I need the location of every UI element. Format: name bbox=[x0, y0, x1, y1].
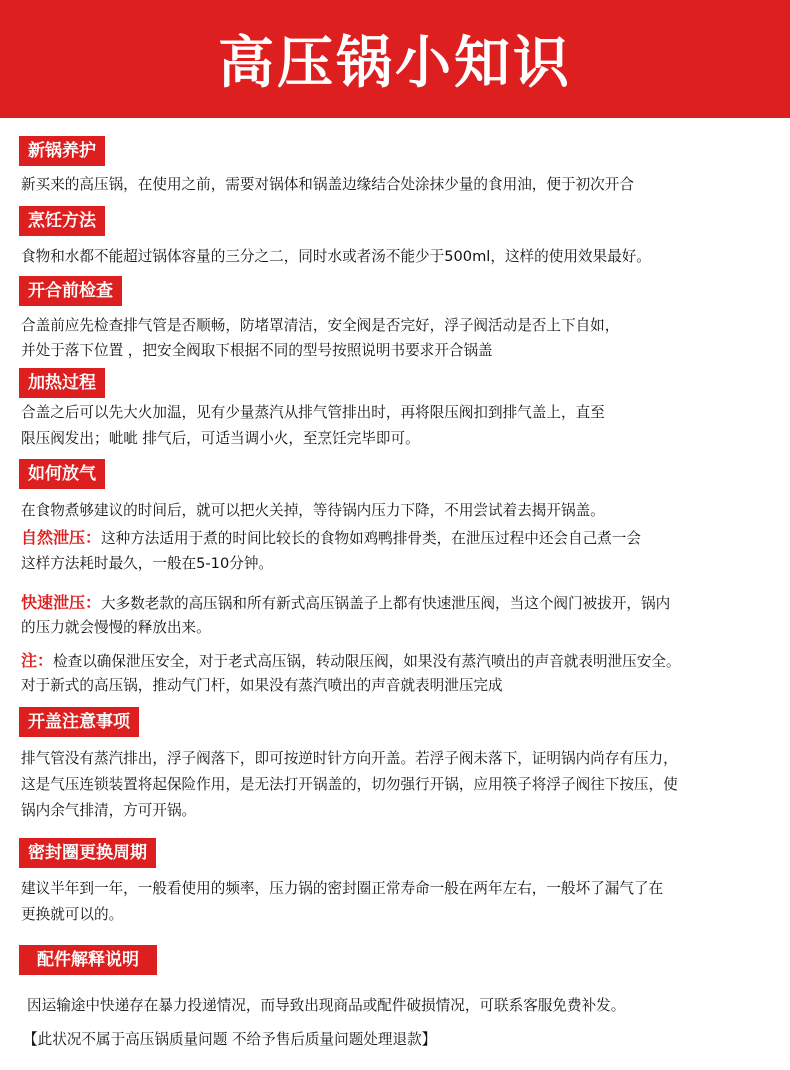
note-text: 检查以确保泄压安全，对于老式高压锅，转动限压阀，如果没有蒸汽喷出的声音就表明泄压安全。 bbox=[53, 653, 681, 670]
note-line-1 bbox=[21, 648, 776, 674]
pre-check-text-line-1: 合盖前应先检查排气管是否顺畅，防堵罩清洁，安全阀是否完好，浮子阀活动是否上下自如， bbox=[21, 317, 620, 334]
title-banner bbox=[0, 0, 790, 118]
seal-text-line-1: 建议半年到一年，一般看使用的频率，压力锅的密封圈正常寿命一般在两年左右，一般坏了漏气了在 bbox=[21, 880, 664, 897]
section-heading-heating: 加热过程 bbox=[19, 368, 105, 398]
new-pot-text: 新买来的高压锅，在使用之前，需要对锅体和锅盖边缘结合处涂抹少量的食用油，便于初次开合 bbox=[21, 176, 634, 193]
section-heading-new-pot: 新锅养护 bbox=[19, 136, 105, 166]
opening-text-line-2: 这是气压连锁装置将起保险作用，是无法打开锅盖的，切勿强行开锅，应用筷子将浮子阀往下按压，使 bbox=[21, 776, 678, 793]
parts-text-line-1: 因运输途中快递存在暴力投递情况，而导致出现商品或配件破损情况，可联系客服免费补发。 bbox=[27, 997, 626, 1014]
cooking-text: 食物和水都不能超过锅体容量的三分之二，同时水或者汤不能少于500ml，这样的使用效果最好。 bbox=[21, 248, 651, 265]
section-heading-cooking: 烹饪方法 bbox=[19, 206, 105, 236]
parts-text-line-2: 【此状况不属于高压锅质量问题 不给予售后质量问题处理退款】 bbox=[23, 1031, 437, 1048]
natural-release-text: 这种方法适用于煮的时间比较长的食物如鸡鸭排骨类，在泄压过程中还会自己煮一会 bbox=[101, 530, 641, 547]
section-heading-seal: 密封圈更换周期 bbox=[19, 838, 156, 868]
pre-check-text-line-2: 并处于落下位置 ，把安全阀取下根据不同的型号按照说明书要求开合锅盖 bbox=[21, 342, 493, 359]
natural-release-label: 自然泄压： bbox=[21, 528, 102, 547]
quick-release-line-2: 的压力就会慢慢的释放出来。 bbox=[21, 619, 211, 636]
natural-release-line-2: 这样方法耗时最久，一般在5-10分钟。 bbox=[21, 555, 274, 572]
quick-release-text: 大多数老款的高压锅和所有新式高压锅盖子上都有快速泄压阀，当这个阀门被拔开，锅内 bbox=[101, 595, 671, 612]
page-title: 高压锅小知识 bbox=[218, 31, 572, 96]
section-heading-opening: 开盖注意事项 bbox=[19, 707, 139, 737]
opening-text-line-3: 锅内余气排清，方可开锅。 bbox=[21, 802, 197, 819]
note-line-2: 对于新式的高压锅，推动气门杆，如果没有蒸汽喷出的声音就表明泄压完成 bbox=[21, 677, 503, 694]
section-heading-parts: 配件解释说明 bbox=[19, 945, 157, 975]
section-heading-release: 如何放气 bbox=[19, 459, 105, 489]
opening-text-line-1: 排气管没有蒸汽排出，浮子阀落下，即可按逆时针方向开盖。若浮子阀未落下，证明锅内尚存有压力， bbox=[21, 750, 678, 767]
quick-release-label: 快速泄压： bbox=[21, 593, 102, 612]
quick-release-line-1 bbox=[21, 590, 776, 616]
release-intro-text: 在食物煮够建议的时间后，就可以把火关掉，等待锅内压力下降，不用尝试着去揭开锅盖。 bbox=[21, 502, 605, 519]
section-heading-pre-check: 开合前检查 bbox=[19, 276, 122, 306]
heating-text-line-1: 合盖之后可以先大火加温，见有少量蒸汽从排气管排出时，再将限压阀扣到排气盖上，直至 bbox=[21, 404, 605, 421]
heating-text-line-2: 限压阀发出；呲呲 排气后，可适当调小火，至烹饪完毕即可。 bbox=[21, 430, 420, 447]
seal-text-line-2: 更换就可以的。 bbox=[21, 906, 124, 923]
note-label: 注： bbox=[21, 651, 54, 670]
natural-release-line-1 bbox=[21, 525, 776, 551]
